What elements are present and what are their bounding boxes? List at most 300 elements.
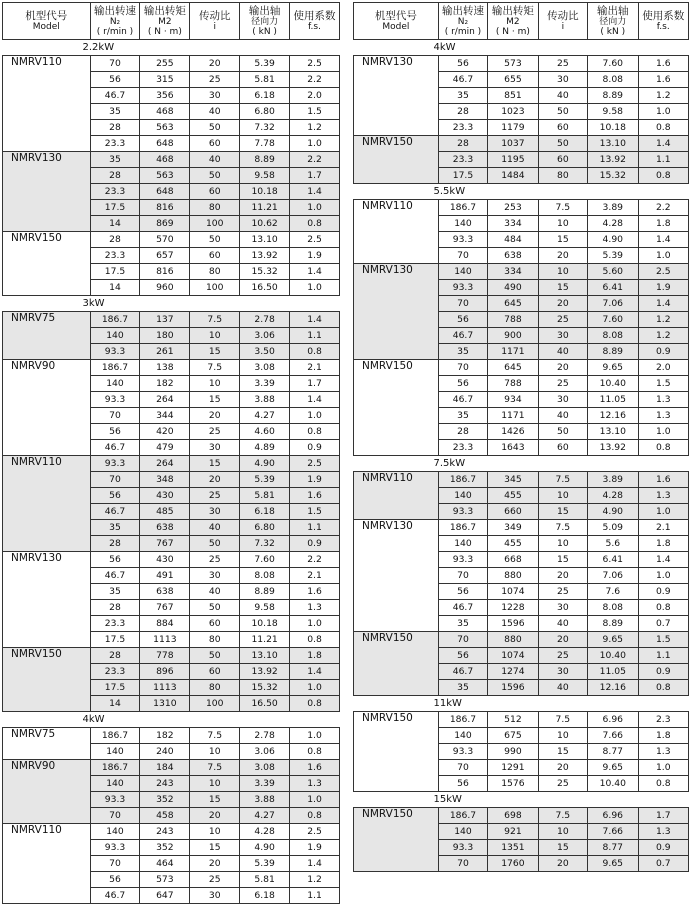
radial-force-cell: 6.18 — [240, 504, 290, 520]
ratio-cell: 40 — [538, 680, 587, 696]
service-factor-cell: 1.0 — [290, 680, 340, 696]
radial-force-cell: 9.65 — [588, 760, 638, 776]
ratio-cell: 50 — [190, 600, 240, 616]
radial-force-cell: 6.41 — [588, 280, 638, 296]
output-torque-cell: 138 — [140, 360, 190, 376]
output-torque-cell: 264 — [140, 392, 190, 408]
ratio-cell: 15 — [538, 504, 587, 520]
output-torque-cell: 1113 — [140, 632, 190, 648]
service-factor-cell: 1.1 — [290, 520, 340, 536]
header-en-label: f.s. — [308, 22, 321, 32]
ratio-cell: 40 — [538, 344, 587, 360]
radial-force-cell: 7.66 — [588, 728, 638, 744]
header-unit-label: ( r/min ) — [96, 27, 134, 37]
output-torque-cell: 512 — [488, 712, 538, 728]
output-torque-cell: 1171 — [488, 408, 538, 424]
header-ratio — [190, 3, 240, 40]
ratio-cell: 20 — [190, 56, 240, 72]
table-row — [354, 632, 689, 648]
ratio-cell: 7.5 — [538, 712, 587, 728]
service-factor-cell: 1.3 — [638, 408, 689, 424]
service-factor-cell: 0.9 — [290, 536, 340, 552]
service-factor-cell: 2.2 — [290, 152, 340, 168]
output-torque-cell: 352 — [140, 840, 190, 856]
service-factor-cell: 0.9 — [290, 440, 340, 456]
header-zh-label: 传动比 — [547, 10, 579, 22]
ratio-cell: 10 — [538, 216, 587, 232]
output-torque-cell: 648 — [140, 184, 190, 200]
radial-force-cell: 8.89 — [588, 616, 638, 632]
output-torque-cell: 1576 — [488, 776, 538, 792]
output-speed-cell: 17.5 — [90, 632, 140, 648]
table-row — [354, 808, 689, 824]
radial-force-cell: 4.89 — [240, 440, 290, 456]
output-torque-cell: 356 — [140, 88, 190, 104]
output-speed-cell: 186.7 — [438, 200, 487, 216]
table-row — [354, 136, 689, 152]
output-speed-cell: 93.3 — [438, 232, 487, 248]
left-spec-table-panel — [2, 2, 340, 904]
power-section-row — [354, 792, 689, 808]
service-factor-cell: 1.0 — [290, 200, 340, 216]
model-group — [3, 760, 340, 824]
model-group — [354, 360, 689, 456]
power-label: 2.2kW — [3, 40, 340, 56]
output-torque-cell: 645 — [488, 296, 538, 312]
radial-force-cell: 13.92 — [240, 248, 290, 264]
output-torque-cell: 648 — [140, 136, 190, 152]
output-speed-cell: 35 — [438, 616, 487, 632]
output-torque-cell: 1291 — [488, 760, 538, 776]
output-speed-cell: 35 — [90, 520, 140, 536]
ratio-cell: 10 — [538, 488, 587, 504]
output-speed-cell: 186.7 — [438, 520, 487, 536]
table-row — [3, 824, 340, 840]
radial-force-cell: 3.06 — [240, 744, 290, 760]
header-en-label: i — [213, 22, 216, 32]
service-factor-cell: 2.5 — [290, 824, 340, 840]
radial-force-cell: 4.28 — [588, 216, 638, 232]
radial-force-cell: 5.39 — [240, 472, 290, 488]
radial-force-cell: 8.77 — [588, 744, 638, 760]
output-speed-cell: 93.3 — [438, 552, 487, 568]
output-torque-cell: 647 — [140, 888, 190, 904]
service-factor-cell: 1.1 — [638, 648, 689, 664]
ratio-cell: 20 — [538, 248, 587, 264]
ratio-cell: 30 — [190, 88, 240, 104]
service-factor-cell: 1.8 — [638, 728, 689, 744]
radial-force-cell: 3.88 — [240, 392, 290, 408]
table-row — [354, 200, 689, 216]
output-torque-cell: 430 — [140, 552, 190, 568]
radial-force-cell: 8.08 — [588, 328, 638, 344]
header-zh-label: 传动比 — [198, 10, 231, 22]
output-speed-cell: 56 — [90, 488, 140, 504]
output-torque-cell: 880 — [488, 632, 538, 648]
radial-force-cell: 4.27 — [240, 408, 290, 424]
output-torque-cell: 675 — [488, 728, 538, 744]
output-torque-cell: 468 — [140, 104, 190, 120]
header-row — [354, 3, 689, 40]
service-factor-cell: 1.4 — [638, 232, 689, 248]
radial-force-cell: 7.32 — [240, 120, 290, 136]
ratio-cell: 60 — [538, 120, 587, 136]
model-cell: NMRV130 — [3, 552, 91, 648]
output-speed-cell: 35 — [90, 104, 140, 120]
radial-force-cell: 15.32 — [240, 264, 290, 280]
service-factor-cell: 1.6 — [638, 72, 689, 88]
ratio-cell: 20 — [538, 632, 587, 648]
ratio-cell: 25 — [190, 872, 240, 888]
ratio-cell: 25 — [538, 376, 587, 392]
model-group — [354, 632, 689, 696]
radial-force-cell: 8.08 — [588, 600, 638, 616]
output-torque-cell: 880 — [488, 568, 538, 584]
output-speed-cell: 17.5 — [90, 200, 140, 216]
model-cell: NMRV110 — [3, 456, 91, 552]
service-factor-cell: 1.4 — [638, 552, 689, 568]
model-group — [3, 552, 340, 648]
ratio-cell: 10 — [190, 776, 240, 792]
output-torque-cell: 788 — [488, 312, 538, 328]
output-torque-cell: 767 — [140, 536, 190, 552]
model-group — [354, 264, 689, 360]
output-speed-cell: 56 — [438, 584, 487, 600]
power-section-row — [3, 712, 340, 728]
service-factor-cell: 0.8 — [638, 440, 689, 456]
ratio-cell: 15 — [190, 456, 240, 472]
model-cell: NMRV110 — [354, 200, 439, 264]
radial-force-cell: 13.10 — [240, 648, 290, 664]
header-en-label: N₂ — [109, 17, 121, 27]
output-torque-cell: 348 — [140, 472, 190, 488]
header-zh-label: 输出轴 — [248, 5, 281, 17]
radial-force-cell: 8.89 — [240, 152, 290, 168]
radial-force-cell: 15.32 — [240, 680, 290, 696]
output-speed-cell: 28 — [438, 136, 487, 152]
radial-force-cell: 4.90 — [588, 504, 638, 520]
service-factor-cell: 1.4 — [290, 264, 340, 280]
ratio-cell: 25 — [538, 648, 587, 664]
output-torque-cell: 1643 — [488, 440, 538, 456]
model-cell: NMRV110 — [354, 472, 439, 520]
output-speed-cell: 17.5 — [438, 168, 487, 184]
model-cell: NMRV130 — [3, 152, 91, 232]
output-torque-cell: 778 — [140, 648, 190, 664]
ratio-cell: 10 — [538, 728, 587, 744]
radial-force-cell: 3.39 — [240, 376, 290, 392]
radial-force-cell: 7.60 — [588, 312, 638, 328]
output-torque-cell: 851 — [488, 88, 538, 104]
output-speed-cell: 23.3 — [438, 152, 487, 168]
header-unit-label: ( kN ) — [600, 27, 626, 37]
radial-force-cell: 10.62 — [240, 216, 290, 232]
service-factor-cell: 0.8 — [290, 344, 340, 360]
radial-force-cell: 4.60 — [240, 424, 290, 440]
output-speed-cell: 140 — [438, 824, 487, 840]
model-group — [3, 360, 340, 456]
ratio-cell: 15 — [538, 232, 587, 248]
table-row — [354, 360, 689, 376]
output-torque-cell: 900 — [488, 328, 538, 344]
output-torque-cell: 344 — [140, 408, 190, 424]
power-section-row — [354, 696, 689, 712]
output-torque-cell: 479 — [140, 440, 190, 456]
service-factor-cell: 1.0 — [638, 424, 689, 440]
service-factor-cell: 1.3 — [638, 488, 689, 504]
output-torque-cell: 1274 — [488, 664, 538, 680]
table-row — [354, 520, 689, 536]
ratio-cell: 20 — [538, 856, 587, 872]
radial-force-cell: 4.28 — [240, 824, 290, 840]
ratio-cell: 30 — [538, 72, 587, 88]
model-cell: NMRV150 — [354, 136, 439, 184]
radial-force-cell: 2.78 — [240, 728, 290, 744]
ratio-cell: 20 — [190, 472, 240, 488]
output-speed-cell: 56 — [438, 312, 487, 328]
ratio-cell: 40 — [538, 88, 587, 104]
output-torque-cell: 573 — [488, 56, 538, 72]
power-label: 4kW — [354, 40, 689, 56]
radial-force-cell: 12.16 — [588, 408, 638, 424]
header-radial-force — [588, 3, 638, 40]
output-torque-cell: 563 — [140, 120, 190, 136]
output-speed-cell: 56 — [438, 376, 487, 392]
header-en-label: i — [561, 22, 565, 32]
ratio-cell: 50 — [538, 136, 587, 152]
service-factor-cell: 2.2 — [290, 72, 340, 88]
ratio-cell: 30 — [190, 888, 240, 904]
service-factor-cell: 0.8 — [290, 632, 340, 648]
radial-force-cell: 6.80 — [240, 104, 290, 120]
output-speed-cell: 70 — [438, 856, 487, 872]
model-cell: NMRV130 — [354, 264, 439, 360]
output-torque-cell: 458 — [140, 808, 190, 824]
output-torque-cell: 491 — [140, 568, 190, 584]
ratio-cell: 25 — [190, 72, 240, 88]
ratio-cell: 60 — [538, 152, 587, 168]
output-speed-cell: 46.7 — [438, 600, 487, 616]
output-speed-cell: 14 — [90, 696, 140, 712]
radial-force-cell: 9.58 — [240, 168, 290, 184]
radial-force-cell: 5.39 — [240, 856, 290, 872]
radial-force-cell: 3.39 — [240, 776, 290, 792]
ratio-cell: 15 — [538, 744, 587, 760]
ratio-cell: 20 — [538, 568, 587, 584]
power-section-row — [354, 456, 689, 472]
output-torque-cell: 1113 — [140, 680, 190, 696]
output-speed-cell: 46.7 — [90, 888, 140, 904]
radial-force-cell: 11.05 — [588, 664, 638, 680]
ratio-cell: 50 — [538, 424, 587, 440]
model-group — [3, 232, 340, 296]
output-torque-cell: 315 — [140, 72, 190, 88]
header-zh-label: 机型代号 — [374, 10, 417, 22]
ratio-cell: 7.5 — [538, 520, 587, 536]
output-speed-cell: 46.7 — [438, 664, 487, 680]
output-torque-cell: 184 — [140, 760, 190, 776]
ratio-cell: 80 — [190, 680, 240, 696]
radial-force-cell: 3.50 — [240, 344, 290, 360]
radial-force-cell: 2.78 — [240, 312, 290, 328]
header-en-label: M2 — [506, 17, 520, 27]
radial-force-cell: 7.66 — [588, 824, 638, 840]
header-unit-label: ( N · m) — [495, 27, 530, 37]
header-unit-label: ( kN ) — [252, 27, 277, 37]
output-speed-cell: 140 — [90, 776, 140, 792]
output-speed-cell: 186.7 — [438, 808, 487, 824]
service-factor-cell: 1.0 — [638, 504, 689, 520]
output-speed-cell: 46.7 — [90, 568, 140, 584]
model-cell: NMRV150 — [3, 648, 91, 712]
output-torque-cell: 137 — [140, 312, 190, 328]
ratio-cell: 60 — [190, 136, 240, 152]
output-torque-cell: 1760 — [488, 856, 538, 872]
output-speed-cell: 28 — [438, 424, 487, 440]
service-factor-cell: 1.3 — [290, 776, 340, 792]
service-factor-cell: 0.8 — [290, 744, 340, 760]
output-torque-cell: 1484 — [488, 168, 538, 184]
service-factor-cell: 1.8 — [290, 648, 340, 664]
ratio-cell: 25 — [190, 552, 240, 568]
output-speed-cell: 56 — [90, 72, 140, 88]
service-factor-cell: 2.2 — [290, 552, 340, 568]
header-en-label: Model — [382, 22, 410, 32]
output-speed-cell: 56 — [438, 648, 487, 664]
service-factor-cell: 2.2 — [638, 200, 689, 216]
model-group — [354, 184, 689, 264]
service-factor-cell: 1.4 — [290, 312, 340, 328]
output-speed-cell: 140 — [90, 824, 140, 840]
radial-force-cell: 7.60 — [240, 552, 290, 568]
service-factor-cell: 0.8 — [290, 424, 340, 440]
radial-force-cell: 9.65 — [588, 632, 638, 648]
header-unit-label: ( N · m) — [147, 27, 182, 37]
service-factor-cell: 1.6 — [290, 760, 340, 776]
output-torque-cell: 182 — [140, 728, 190, 744]
service-factor-cell: 1.0 — [290, 616, 340, 632]
header-zh-label: 输出转矩 — [491, 5, 534, 17]
output-speed-cell: 93.3 — [90, 392, 140, 408]
ratio-cell: 15 — [190, 392, 240, 408]
output-torque-cell: 255 — [140, 56, 190, 72]
header-en-label: Model — [32, 22, 60, 32]
ratio-cell: 30 — [190, 568, 240, 584]
output-torque-cell: 1310 — [140, 696, 190, 712]
service-factor-cell: 0.7 — [638, 856, 689, 872]
service-factor-cell: 1.3 — [638, 744, 689, 760]
model-cell: NMRV110 — [3, 56, 91, 152]
model-group — [354, 40, 689, 136]
output-speed-cell: 140 — [438, 728, 487, 744]
ratio-cell: 25 — [538, 584, 587, 600]
output-speed-cell: 93.3 — [90, 456, 140, 472]
ratio-cell: 15 — [190, 792, 240, 808]
ratio-cell: 40 — [538, 616, 587, 632]
ratio-cell: 7.5 — [538, 200, 587, 216]
service-factor-cell: 1.3 — [638, 824, 689, 840]
output-speed-cell: 23.3 — [90, 616, 140, 632]
ratio-cell: 30 — [190, 440, 240, 456]
ratio-cell: 60 — [190, 616, 240, 632]
output-speed-cell: 23.3 — [438, 440, 487, 456]
output-speed-cell: 186.7 — [90, 360, 140, 376]
radial-force-cell: 7.32 — [240, 536, 290, 552]
table-row — [3, 360, 340, 376]
radial-force-cell: 9.58 — [240, 600, 290, 616]
output-speed-cell: 35 — [438, 344, 487, 360]
service-factor-cell: 1.4 — [290, 392, 340, 408]
radial-force-cell: 3.89 — [588, 200, 638, 216]
output-speed-cell: 93.3 — [438, 744, 487, 760]
output-speed-cell: 56 — [90, 552, 140, 568]
output-torque-cell: 334 — [488, 216, 538, 232]
output-speed-cell: 23.3 — [90, 136, 140, 152]
service-factor-cell: 1.5 — [638, 632, 689, 648]
ratio-cell: 7.5 — [190, 360, 240, 376]
output-speed-cell: 140 — [438, 488, 487, 504]
output-torque-cell: 349 — [488, 520, 538, 536]
service-factor-cell: 1.0 — [638, 104, 689, 120]
output-torque-cell: 934 — [488, 392, 538, 408]
service-factor-cell: 2.1 — [290, 360, 340, 376]
ratio-cell: 25 — [538, 56, 587, 72]
output-torque-cell: 767 — [140, 600, 190, 616]
output-torque-cell: 430 — [140, 488, 190, 504]
service-factor-cell: 1.7 — [290, 376, 340, 392]
ratio-cell: 10 — [190, 824, 240, 840]
table-row — [3, 56, 340, 72]
output-speed-cell: 70 — [90, 808, 140, 824]
power-label: 5.5kW — [354, 184, 689, 200]
radial-force-cell: 12.16 — [588, 680, 638, 696]
radial-force-cell: 11.05 — [588, 392, 638, 408]
model-cell: NMRV150 — [3, 232, 91, 296]
radial-force-cell: 5.60 — [588, 264, 638, 280]
ratio-cell: 25 — [538, 312, 587, 328]
radial-force-cell: 3.88 — [240, 792, 290, 808]
ratio-cell: 15 — [538, 552, 587, 568]
service-factor-cell: 1.5 — [290, 104, 340, 120]
service-factor-cell: 0.8 — [638, 776, 689, 792]
ratio-cell: 20 — [538, 296, 587, 312]
ratio-cell: 7.5 — [538, 472, 587, 488]
output-torque-cell: 896 — [140, 664, 190, 680]
service-factor-cell: 1.2 — [638, 328, 689, 344]
radial-force-cell: 11.21 — [240, 200, 290, 216]
radial-force-cell: 11.21 — [240, 632, 290, 648]
output-speed-cell: 140 — [438, 536, 487, 552]
service-factor-cell: 1.3 — [290, 600, 340, 616]
output-torque-cell: 420 — [140, 424, 190, 440]
radial-force-cell: 7.06 — [588, 568, 638, 584]
output-speed-cell: 46.7 — [438, 328, 487, 344]
output-speed-cell: 14 — [90, 216, 140, 232]
output-torque-cell: 455 — [488, 488, 538, 504]
ratio-cell: 25 — [538, 776, 587, 792]
header-zh-label: 使用系数 — [293, 10, 336, 22]
output-torque-cell: 484 — [488, 232, 538, 248]
radial-force-cell: 10.40 — [588, 776, 638, 792]
service-factor-cell: 2.5 — [290, 456, 340, 472]
output-speed-cell: 93.3 — [90, 792, 140, 808]
ratio-cell: 40 — [190, 584, 240, 600]
output-speed-cell: 70 — [438, 248, 487, 264]
output-torque-cell: 638 — [140, 584, 190, 600]
ratio-cell: 15 — [538, 280, 587, 296]
table-row — [3, 648, 340, 664]
service-factor-cell: 2.0 — [290, 88, 340, 104]
